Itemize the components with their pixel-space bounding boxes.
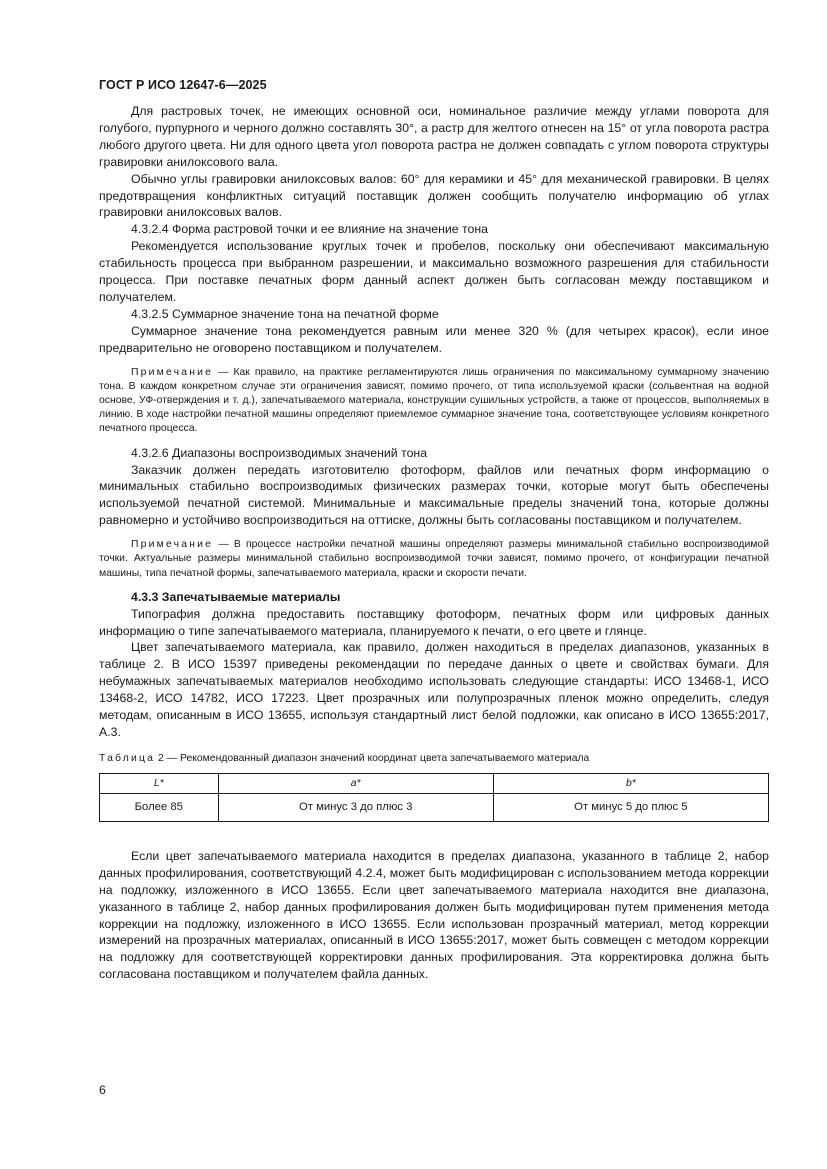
table-header-cell: b*: [493, 773, 768, 793]
note-text: — В процессе настройки печатной машины определяют размеры минимальной стабильно воспроизводимой точки. Актуальные размеры минимальной стабильно воспроизводимой точки зависят, помимо прочего, от конфигурации печатной машины, типа печатной формы, запечатываемого материала, краски и скорости печати.: [99, 539, 769, 579]
note: [99, 366, 769, 437]
note-label: Примечание: [131, 539, 214, 551]
section-heading-433: 4.3.3 Запечатываемые материалы: [131, 589, 341, 604]
paragraph: Цвет запечатываемого материала, как правило, должен находиться в пределах диапазонов, указанных в таблице 2. В ИСО 15397 приведены рекомендации по передаче данных о цвете и свойствах бумаги. Для небумажных запечатываемых материалов необходимо использовать следующие стандарты: ИСО 13468-1, ИСО 13468-2, ИСО 14782, ИСО 17223. Цвет прозрачных или полупрозрачных пленок можно определить, следуя методам, описанным в ИСО 13655, используя стандартный лист белой подложки, как описано в ИСО 13655:2017, А.3.: [99, 640, 769, 739]
paragraph: Заказчик должен передать изготовителю фотоформ, файлов или печатных форм информацию о минимальных стабильно воспроизводимых физических размерах точки, которые могут быть обеспечены используемой печатной системой. Минимальные и максимальные пределы значений тона, которые должны равномерно и устойчиво воспроизводиться на оттиске, должны быть согласованы поставщиком и получателем.: [99, 462, 769, 528]
table-cell: От минус 3 до плюс 3: [218, 793, 493, 821]
table-cell: Более 85: [100, 793, 219, 821]
table-header-row: [100, 773, 769, 793]
note: [99, 538, 769, 581]
document-body: [99, 103, 769, 983]
table-caption-label: Таблица: [99, 752, 156, 764]
table-row: [100, 793, 769, 821]
note-label: Примечание: [131, 366, 214, 378]
paragraph: Обычно углы гравировки анилоксовых валов: 60° для керамики и 45° для механической гравировки. В целях предотвращения конфликтных ситуаций поставщик должен сообщить получателю информацию об углах гравировки анилоксовых валов.: [99, 171, 769, 220]
table-caption-text: 2 — Рекомендованный диапазон значений координат цвета запечатываемого материала: [155, 752, 590, 764]
note-text: — Как правило, на практике регламентируются лишь ограничения по максимальному суммарному значению тона. В каждом конкретном случае эти ограничения зависят, помимо прочего, от типа используемой краски (сольвентная на водной основе, УФ-отверждения и т. д.), запечатываемого материала, конструкции сушильных устройств, а также от процессов, выполняемых в линию. В ходе настройки печатной машины определяют приемлемое суммарное значение тона, соответствующее условиям конкретного печатного процесса.: [99, 366, 769, 435]
table-header-cell: L*: [100, 773, 219, 793]
paragraph: Типография должна предоставить поставщику фотоформ, печатных форм или цифровых данных информацию о типе запечатываемого материала, планируемого к печати, о его цвете и глянце.: [99, 606, 769, 638]
subsection-heading-4325: 4.3.2.5 Суммарное значение тона на печатной форме: [131, 306, 439, 321]
page-number: 6: [99, 1083, 106, 1097]
paragraph: Для растровых точек, не имеющих основной оси, номинальное различие между углами поворота для голубого, пурпурного и черного должно составлять 30°, а растр для желтого отнесен на 15° от угла поворота растра любого другого цвета. Ни для одного цвета угол поворота растра не должен совпадать с углом поворота структуры гравировки анилоксового вала.: [99, 104, 769, 169]
table-caption: [99, 752, 769, 766]
subsection-heading-4326: 4.3.2.6 Диапазоны воспроизводимых значений тона: [131, 445, 428, 460]
subsection-heading-4324: 4.3.2.4 Форма растровой точки и ее влияние на значение тона: [131, 222, 488, 237]
table-cell: От минус 5 до плюс 5: [493, 793, 768, 821]
paragraph: Суммарное значение тона рекомендуется равным или менее 320 % (для четырех красок), если иное предварительно не оговорено поставщиком и получателем.: [99, 323, 769, 355]
document-header: ГОСТ Р ИСО 12647-6—2025: [99, 78, 267, 92]
table-2: [99, 773, 769, 822]
paragraph: Рекомендуется использование круглых точек и пробелов, поскольку они обеспечивают максимальную стабильность процесса при выбранном разрешении, и максимально возможного разрешения для стабильности процесса. При поставке печатных форм данный аспект должен быть согласован между поставщиком и получателем.: [99, 239, 769, 304]
table-header-cell: a*: [218, 773, 493, 793]
paragraph: Если цвет запечатываемого материала находится в пределах диапазона, указанного в таблице 2, набор данных профилирования, соответствующий 4.2.4, может быть модифицирован с использованием метода коррекции на подложку, изложенного в ИСО 13655. Если цвет запечатываемого материала находится вне диапазона, указанного в таблице 2, набор данных профилирования должен быть модифицирован путем применения метода коррекции на подложку, изложенного в ИСО 13655. Если использован прозрачный материал, метод коррекции измерений на прозрачных материалах, описанный в ИСО 13655:2017, может быть совмещен с методом коррекции на подложку для соответствующей корректировки данных профилирования. Эта корректировка должна быть согласована поставщиком и получателем файла данных.: [99, 848, 769, 982]
